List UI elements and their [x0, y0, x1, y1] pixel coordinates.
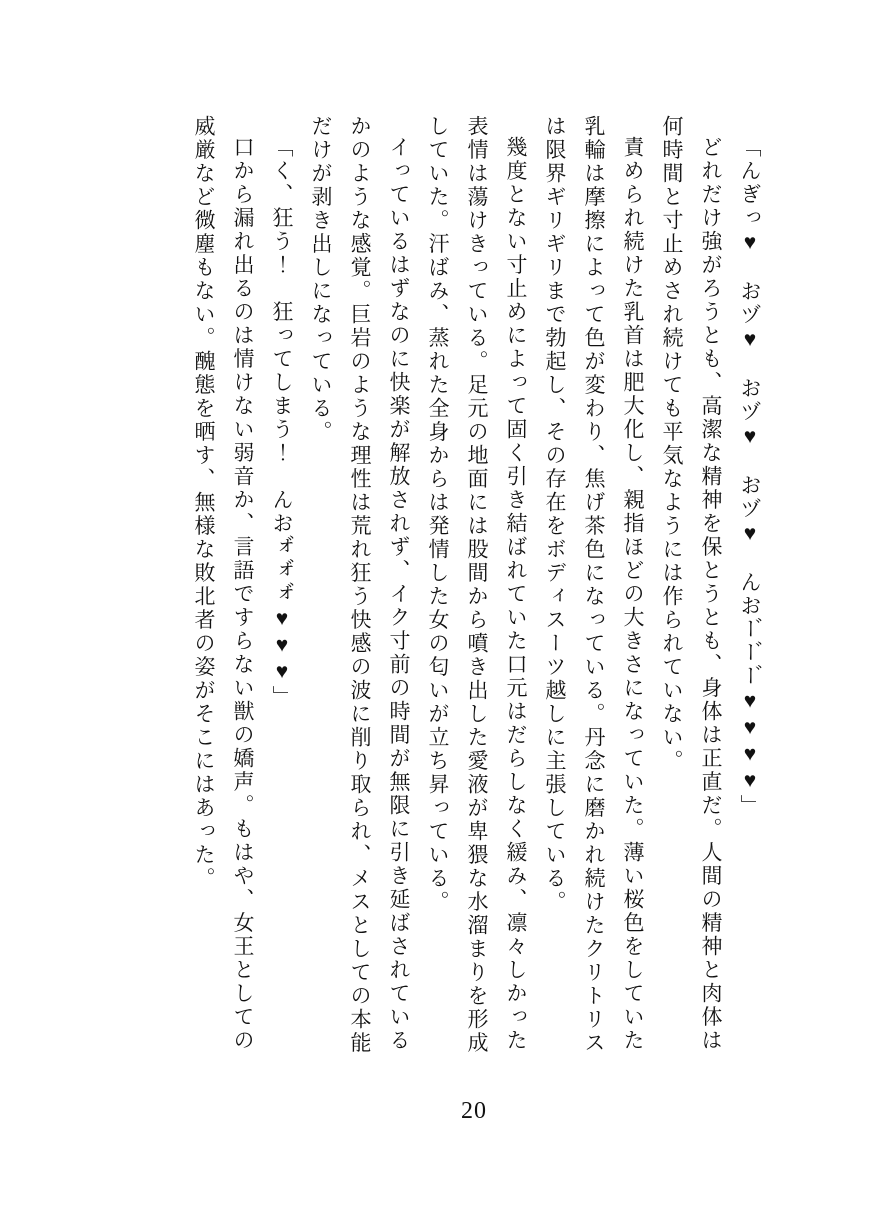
narration-paragraph: 口から漏れ出るのは情けない弱音か、言語ですらない獣の嬌声。もはや、女王としての威厳など微塵もない。醜態を晒す、無様な敗北者の姿がそこにはあった。	[192, 115, 255, 1053]
narration-paragraph: イっているはずなのに快楽が解放されず、イク寸前の時間が無限に引き延ばされているかのような感覚。巨岩のような理性は荒れ狂う快感の波に削り取られ、メスとしての本能だけが剥き出しになっている。	[309, 115, 411, 1055]
page-number: 20	[461, 1098, 487, 1124]
narration-paragraph: どれだけ強がろうとも、高潔な精神を保とうとも、身体は正直だ。人間の精神と肉体は何時間と寸止めされ続けても平気なようには作られていない。	[660, 115, 723, 1053]
narration-paragraph: 責められ続けた乳首は肥大化し、親指ほどの大きさになっていた。薄い桜色をしていた乳輪は摩擦によって色が変わり、焦げ茶色になっている。丹念に磨かれ続けたクリトリスは限界ギリギリまで勃起し、その存在をボディスーツ越しに主張している。	[543, 115, 645, 1055]
narration-paragraph: 幾度とない寸止めによって固く引き結ばれていた口元はだらしなく緩み、凛々しかった表情は蕩けきっている。足元の地面には股間から噴き出した愛液が卑猥な水溜まりを形成していた。汗ばみ、蒸れた全身からは発情した女の匂いが立ち昇っている。	[426, 115, 528, 1055]
dialogue-line: 「く、狂う！ 狂ってしまう！ んおォ゙ォ゙ォ゙♥♥♥」	[270, 136, 294, 709]
dialogue-line: 「んぎっ♥ おヅ♥ おヅ♥ おヅ♥ んおー゙ー゙ー゙♥♥♥♥」	[738, 136, 762, 818]
vertical-text-block	[169, 115, 769, 1055]
